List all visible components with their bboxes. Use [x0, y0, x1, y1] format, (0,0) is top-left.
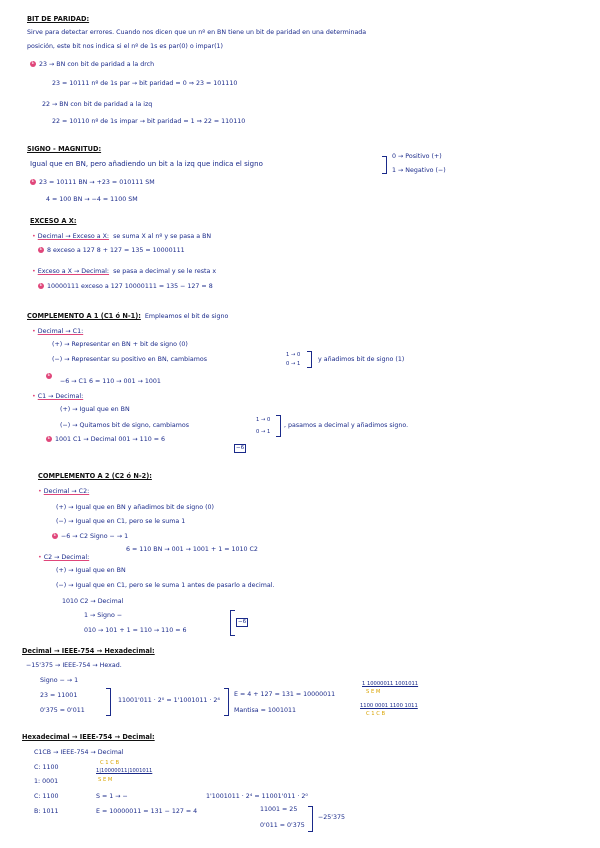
example-icon: E — [47, 436, 51, 441]
signo-title: SIGNO - MAGNITUD: — [27, 145, 102, 153]
brace — [307, 351, 312, 368]
c2-q2: (−) → Igual que en C1, pero se le suma 1 antes de pasarlo a decimal. — [56, 582, 275, 589]
paridad-intro-2: posición, este bit nos indica si el nº de 1s es par(0) o impar(1) — [27, 43, 223, 50]
example-icon: E — [31, 61, 35, 66]
text: 8 exceso a 127 8 + 127 = 135 = 10000111 — [47, 247, 185, 254]
exceso-ex-line: • Exceso a X → Decimal: se pasa a decimal y se le resta x — [32, 268, 217, 275]
text: se pasa a decimal y se le resta x — [113, 268, 217, 275]
c2-example-a — [52, 533, 128, 541]
heading: C1 → Decimal: — [37, 393, 84, 400]
example-icon: E — [31, 179, 35, 184]
exceso-ex-example — [38, 283, 213, 291]
paridad-intro-1: Sirve para detectar errores. Cuando nos dicen que un nº en BN tiene un bit de paridad en una determinada — [27, 29, 367, 36]
c2-example2-b: 1 → Signo − — [84, 612, 123, 619]
c1-dec-head: • Decimal → C1: — [32, 328, 84, 335]
text: se suma X al nº y se pasa a BN — [113, 233, 212, 240]
signo-line-1: Igual que en BN, pero añadiendo un bit a la izq que indica el signo — [30, 160, 263, 168]
ieee-b-r2: 1: 0001 — [34, 778, 59, 785]
exceso-dec-line: • Decimal → Exceso a X: se suma X al nº y se pasa a BN — [32, 233, 212, 240]
result-box: −6 — [236, 445, 245, 451]
paridad-example-1b: 23 = 10111 nº de 1s par → bit paridad = 0 ⇒ 23 = 101110 — [52, 80, 238, 87]
paridad-title: BIT DE PARIDAD: — [27, 15, 90, 23]
c2-example2-c: 010 → 101 + 1 = 110 → 110 = 6 — [84, 627, 187, 634]
ieee-b-s: S = 1 → − — [96, 793, 128, 800]
exceso-title: EXCESO A X: — [30, 217, 77, 225]
c1-q2: (−) → Quitamos bit de signo, cambiamos — [60, 422, 190, 429]
ieee-b-r3: C: 1100 — [34, 793, 59, 800]
c2-p2: (−) → Igual que en C1, pero se le suma 1 — [56, 518, 186, 525]
brace — [230, 610, 235, 636]
ieee-b-title: Hexadecimal → IEEE-754 → Decimal: — [22, 733, 155, 741]
text: Empleamos el bit de signo — [144, 313, 229, 320]
ieee-b-v2: 0'011 = 0'375 — [260, 822, 305, 829]
brace — [276, 415, 281, 437]
c1-p2-swap1: 1 → 0 — [286, 352, 301, 358]
c2-example-b: 6 = 110 BN → 001 → 1001 + 1 = 1010 C2 — [126, 546, 258, 553]
text: 1001 C1 → Decimal 001 → 110 = 6 — [55, 436, 165, 443]
c2-dec-head: • Decimal → C2: — [38, 488, 90, 495]
ieee-b-result: −25'375 — [318, 814, 346, 821]
ieee-a-mantissa: Mantisa = 1001011 — [234, 707, 296, 714]
ieee-a-right-top: 1 10000011 1001011 — [362, 681, 419, 687]
c1-p1: (+) → Representar en BN + bit de signo (0) — [52, 341, 188, 348]
c1-title-line — [27, 312, 228, 321]
heading: Decimal → Exceso a X: — [37, 233, 110, 240]
c1-result — [234, 444, 246, 453]
paridad-example-1a — [30, 61, 154, 69]
brace — [382, 156, 387, 174]
c2-c-head: • C2 → Decimal: — [38, 554, 90, 561]
ieee-b-labels: S E M — [98, 777, 113, 783]
ieee-a-mid: 11001'011 · 2⁰ = 1'1001011 · 2⁴ — [118, 697, 220, 704]
ieee-b-bits: 1|10000011|1001011 — [96, 768, 153, 774]
heading: Decimal → C2: — [43, 488, 90, 495]
ieee-b-r4: B: 1011 — [34, 808, 59, 815]
c1-p2: (−) → Representar su positivo en BN, cambiamos — [52, 356, 207, 363]
c1-q1: (+) → Igual que en BN — [60, 406, 130, 413]
paridad-example-2a: 22 → BN con bit de paridad a la izq — [42, 101, 153, 108]
signo-negative: 1 → Negativo (−) — [392, 167, 446, 174]
ieee-b-v1: 11001 = 25 — [260, 806, 298, 813]
ieee-a-l2: Signo − → 1 — [40, 677, 79, 684]
c1-c-head: • C1 → Decimal: — [32, 393, 84, 400]
signo-positive: 0 → Positivo (+) — [392, 153, 442, 160]
heading: Decimal → C1: — [37, 328, 84, 335]
brace — [308, 806, 313, 832]
c1-example-2 — [46, 436, 165, 444]
c1-p2-swap2: 0 → 1 — [286, 361, 301, 367]
ieee-a-right-hex: C 1 C B — [366, 711, 386, 717]
ieee-a-l1: −15'375 → IEEE-754 → Hexad. — [26, 662, 122, 669]
c2-example2-a: 1010 C2 → Decimal — [62, 598, 124, 605]
c1-q2-swap1: 1 → 0 — [256, 417, 271, 423]
ieee-a-right-bits: 1100 0001 1100 1011 — [360, 703, 418, 709]
example-icon: E — [53, 533, 57, 538]
c1-q2-end: , pasamos a decimal y añadimos signo. — [284, 422, 409, 429]
text: 10000111 exceso a 127 10000111 = 135 − 127 = 8 — [47, 283, 213, 290]
ieee-a-title: Decimal → IEEE-754 → Hexadecimal: — [22, 647, 155, 655]
signo-example-2: 4 = 100 BN → −4 = 1100 SM — [46, 196, 138, 203]
c1-example-icon-row — [46, 373, 55, 381]
c1-p2-end: y añadimos bit de signo (1) — [318, 356, 405, 363]
text: 23 = 10111 BN → +23 = 010111 SM — [39, 179, 155, 186]
ieee-b-e: E = 10000011 = 131 − 127 = 4 — [96, 808, 198, 815]
signo-example-1 — [30, 179, 155, 187]
ieee-a-l4: 0'375 = 0'011 — [40, 707, 85, 714]
brace — [106, 688, 111, 716]
result-box: −6 — [238, 619, 247, 625]
exceso-dec-example — [38, 247, 185, 255]
example-icon: E — [39, 247, 43, 252]
ieee-b-r1: C: 1100 — [34, 764, 59, 771]
text: −6 → C2 Signo − → 1 — [61, 533, 129, 540]
c1-example: −6 → C1 6 = 110 → 001 → 1001 — [60, 378, 161, 385]
ieee-a-l3: 23 = 11001 — [40, 692, 78, 699]
paridad-example-2b: 22 = 10110 nº de 1s impar → bit paridad = 1 ⇒ 22 = 110110 — [52, 118, 246, 125]
text: 23 → BN con bit de paridad a la drch — [39, 61, 155, 68]
ieee-b-l1: C1CB → IEEE-754 → Decimal — [34, 749, 124, 756]
c2-title: COMPLEMENTO A 2 (C2 ó N-2): — [38, 472, 152, 480]
ieee-b-norm: 1'1001011 · 2⁴ = 11001'011 · 2⁰ — [206, 793, 308, 800]
c1-title: COMPLEMENTO A 1 (C1 ó N-1): — [27, 312, 141, 320]
c2-result — [236, 618, 248, 627]
heading: Exceso a X → Decimal: — [37, 268, 110, 275]
heading: C2 → Decimal: — [43, 554, 90, 561]
c2-q1: (+) → Igual que en BN — [56, 567, 126, 574]
brace — [224, 688, 229, 716]
ieee-b-hex: C 1 C B — [100, 760, 120, 766]
c2-p1: (+) → Igual que en BN y añadimos bit de signo (0) — [56, 504, 215, 511]
example-icon: E — [39, 283, 43, 288]
c1-q2-swap2: 0 → 1 — [256, 429, 271, 435]
example-icon: E — [47, 373, 51, 378]
ieee-a-exp: E = 4 + 127 = 131 = 10000011 — [234, 691, 336, 698]
ieee-a-right-labels: S E M — [366, 689, 381, 695]
